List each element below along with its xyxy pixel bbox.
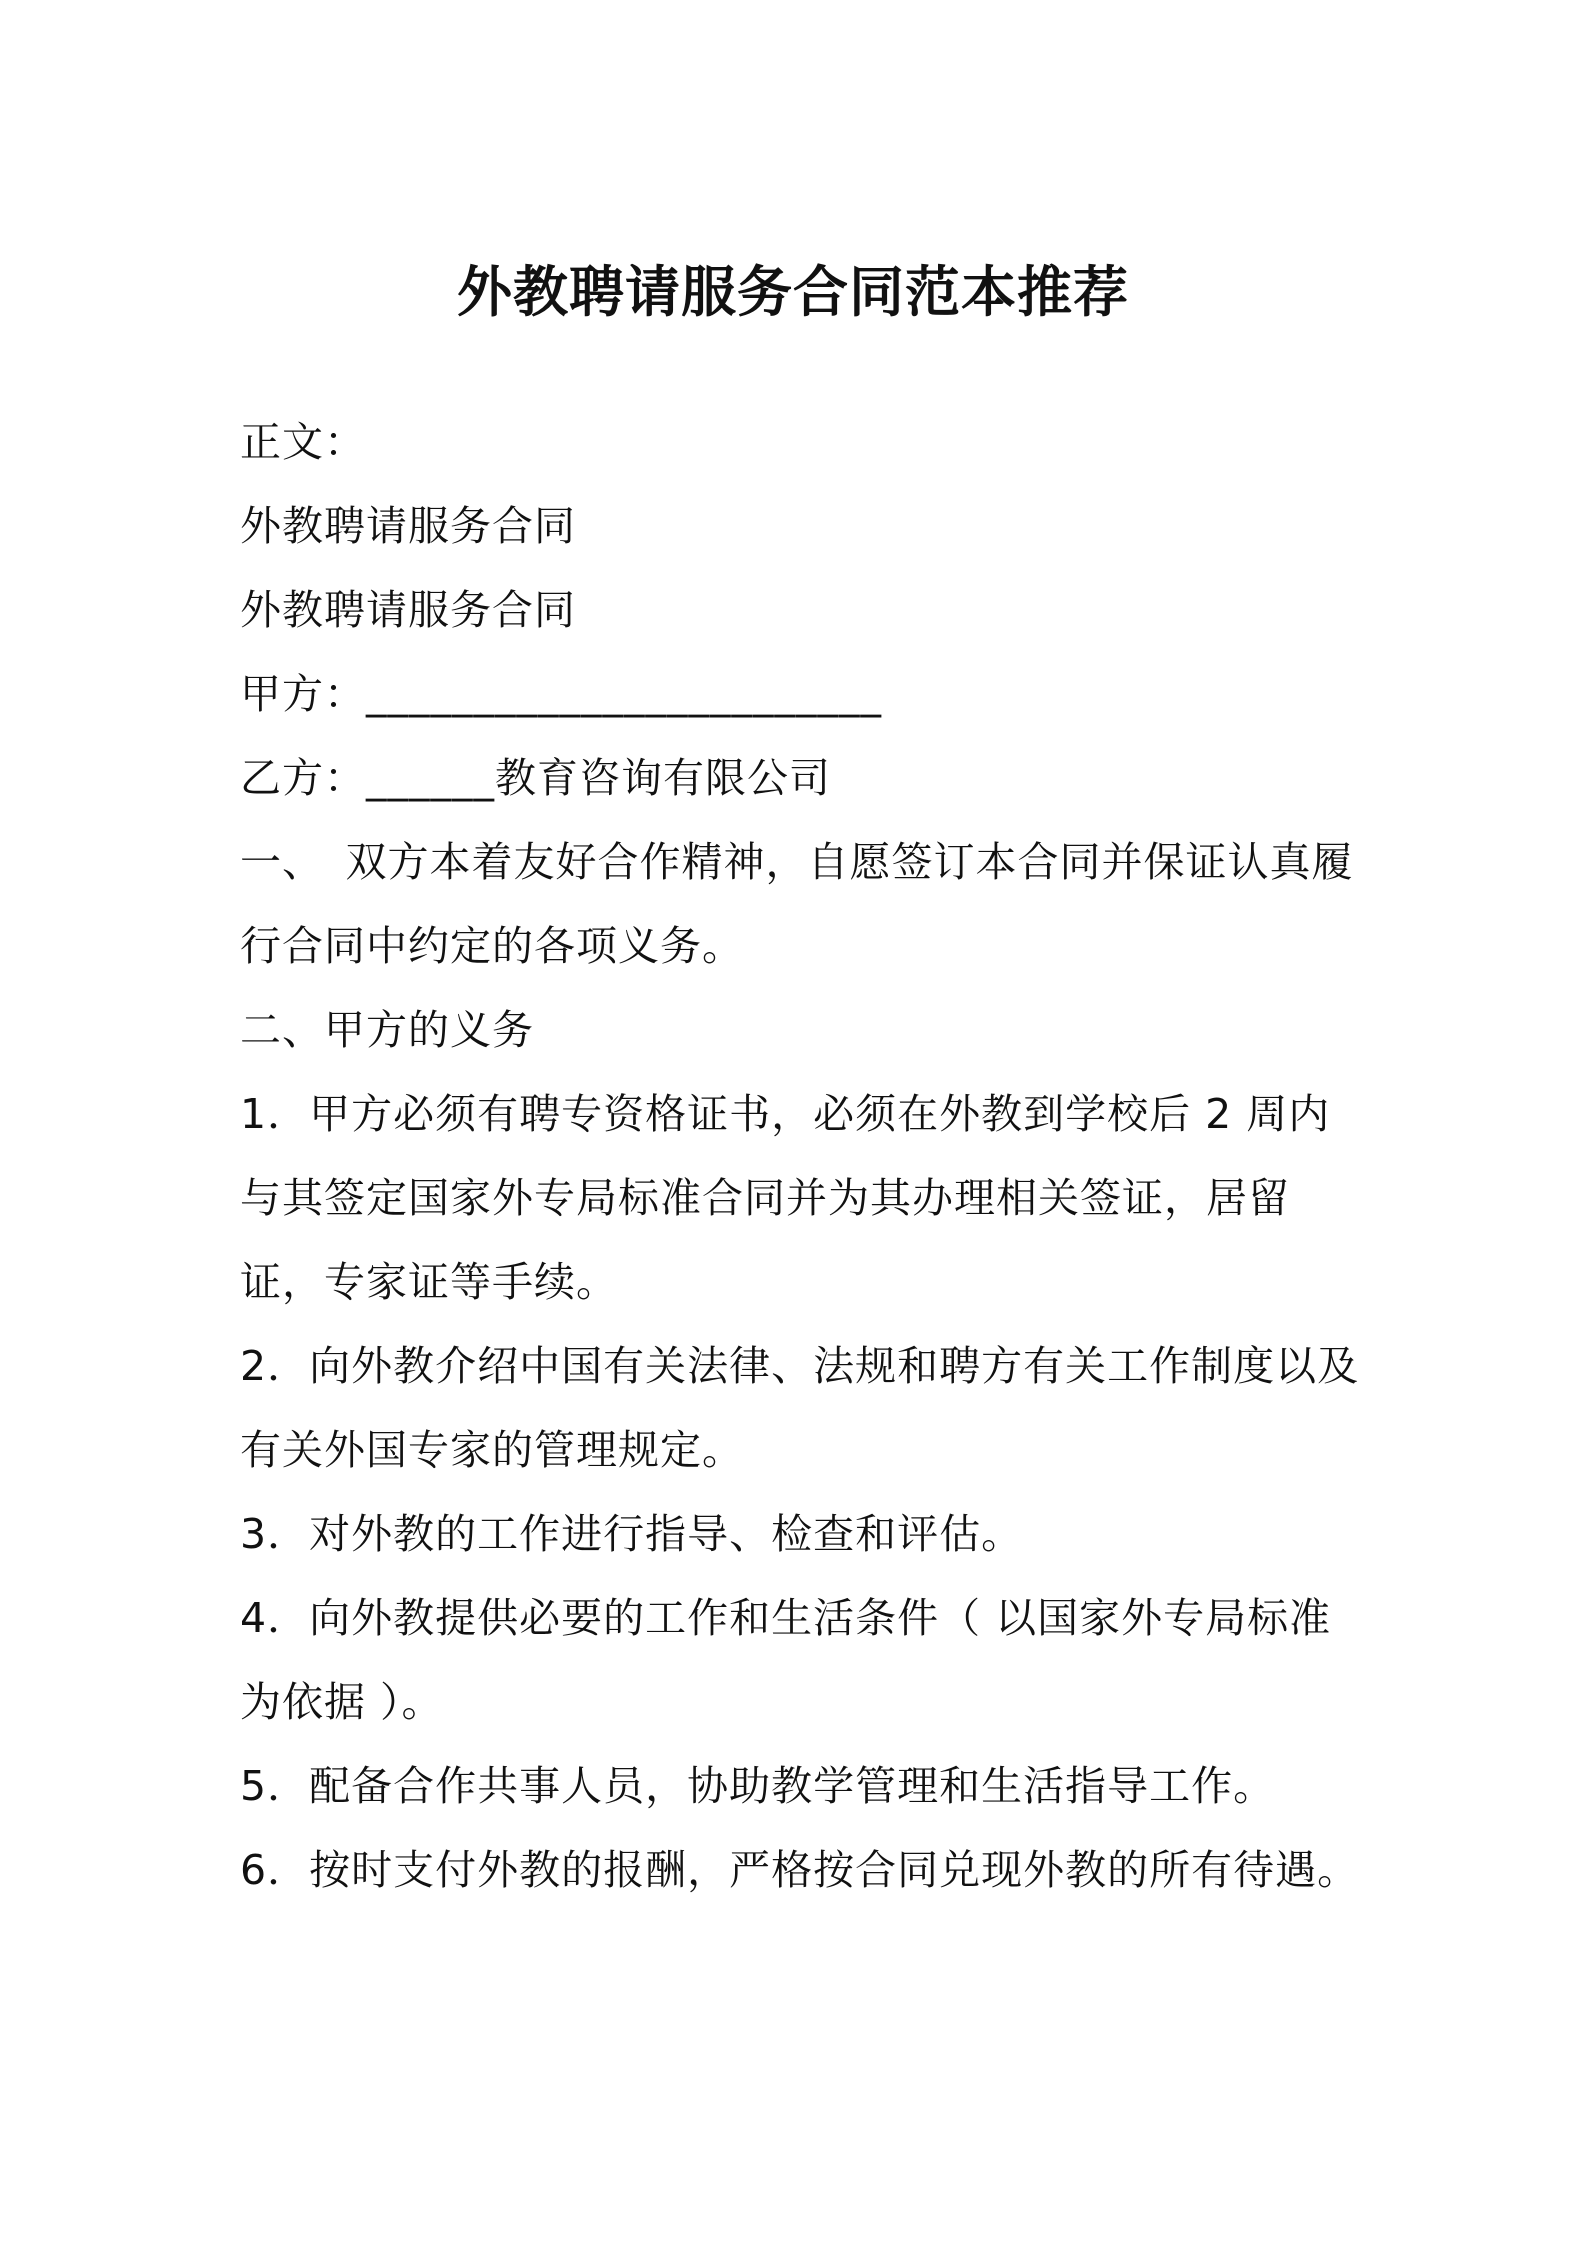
- duty-item-6: 6．按时支付外教的报酬，严格按合同兑现外教的所有待遇。: [240, 1846, 1360, 1894]
- duty-item-4: 4．向外教提供必要的工作和生活条件（ 以国家外专局标准为依据 ）。: [240, 1594, 1332, 1726]
- section-heading-party-a-duties: 二、甲方的义务: [240, 1006, 534, 1054]
- duty-item-3: 3．对外教的工作进行指导、检查和评估。: [240, 1510, 1024, 1558]
- duty-item-5: 5．配备合作共事人员，协助教学管理和生活指导工作。: [240, 1762, 1276, 1810]
- duty-item-2: 2．向外教介绍中国有关法律、法规和聘方有关工作制度以及有关外国专家的管理规定。: [240, 1342, 1360, 1474]
- duty-item-1: 1．甲方必须有聘专资格证书，必须在外教到学校后 2 周内与其签定国家外专局标准合同并为其办理相关签证，居留证，专家证等手续。: [240, 1090, 1331, 1306]
- document-title: 外教聘请服务合同范本推荐: [456, 260, 1129, 324]
- document-body: [240, 400, 1360, 1912]
- contract-name-line-1: 外教聘请服务合同: [240, 502, 576, 550]
- contract-name-line-2: 外教聘请服务合同: [240, 586, 576, 634]
- party-a-line: 甲方：________________________: [240, 670, 882, 718]
- clause-1: 一、 双方本着友好合作精神，自愿签订本合同并保证认真履行合同中约定的各项义务。: [240, 838, 1354, 970]
- label-body-text: 正文：: [240, 418, 366, 466]
- party-b-line: 乙方：______教育咨询有限公司: [240, 754, 831, 802]
